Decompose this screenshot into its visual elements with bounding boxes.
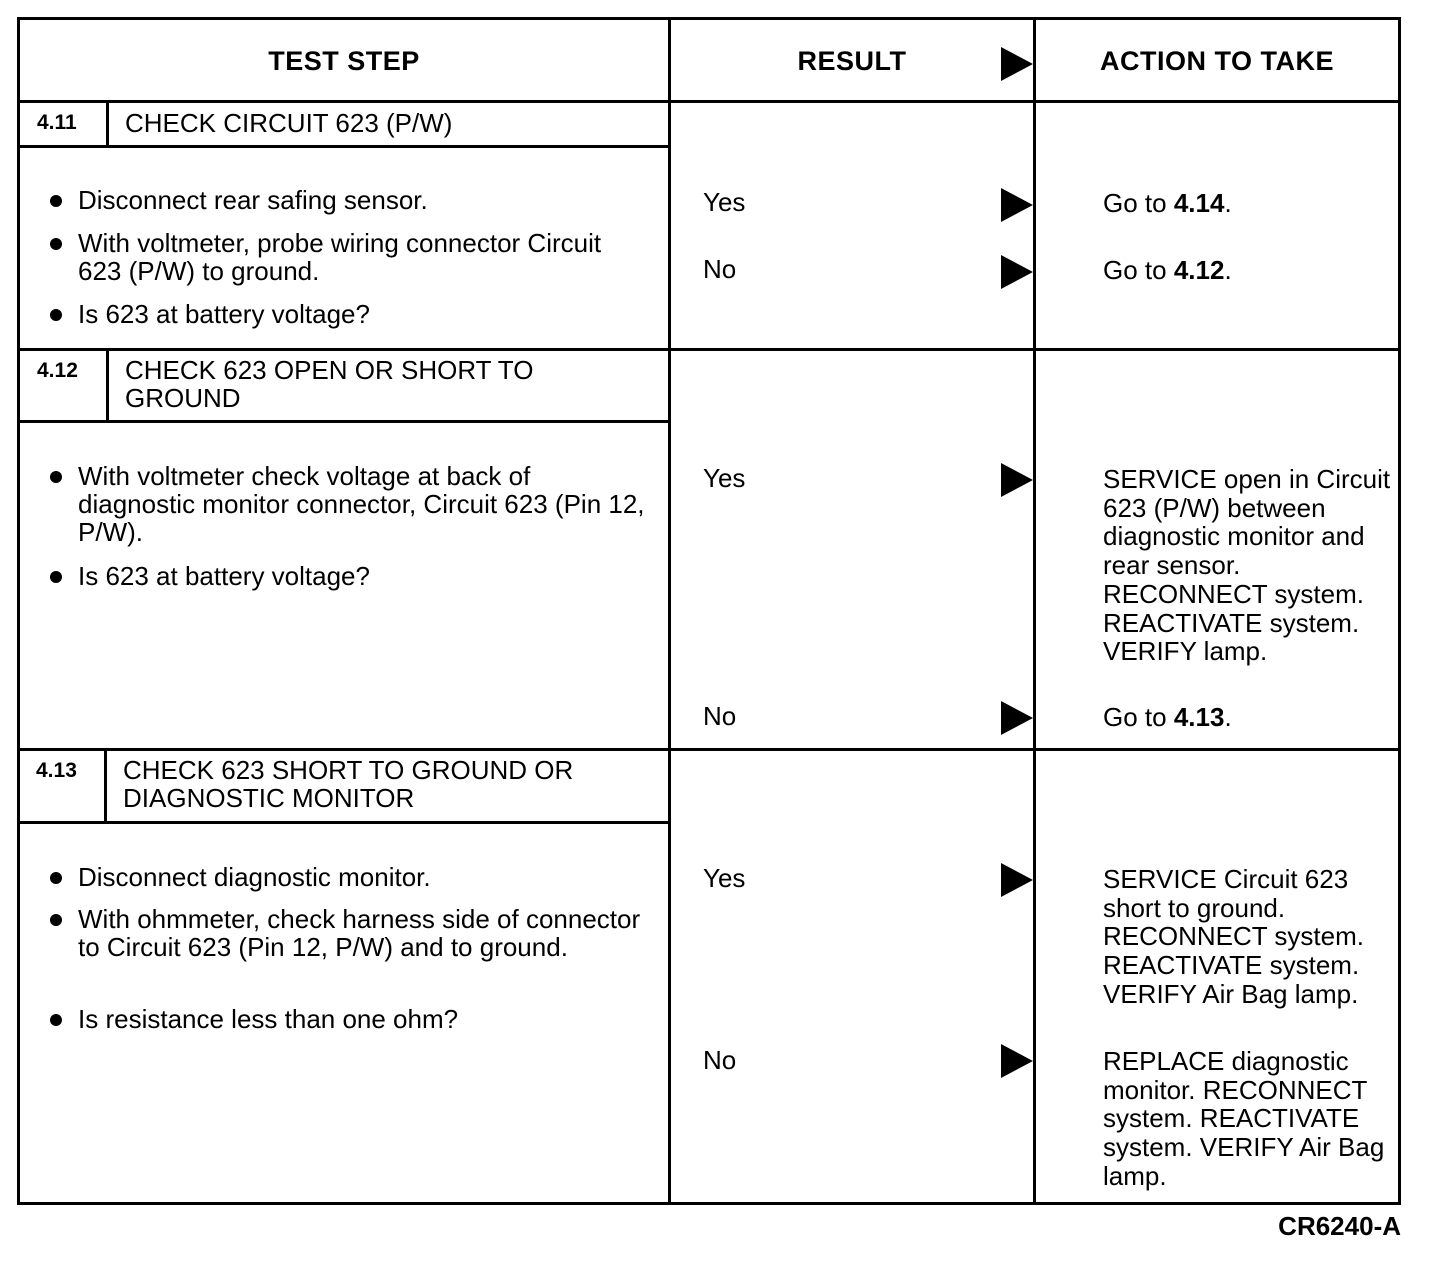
action-text: Go to 4.12. xyxy=(1103,255,1232,285)
column-divider-action xyxy=(1033,20,1036,1202)
title-box-line xyxy=(20,821,668,824)
header-test-step: TEST STEP xyxy=(268,46,420,76)
result-yes: Yes xyxy=(703,463,746,493)
result-yes: Yes xyxy=(703,187,746,217)
step-divider xyxy=(20,748,1398,751)
title-box-line xyxy=(106,351,109,420)
action-text: SERVICE Circuit 623 short to ground. RECONNECT system. REACTIVATE system. VERIFY Air Bag lamp. xyxy=(1103,864,1364,1009)
bullet-icon xyxy=(50,571,62,583)
header-action: ACTION TO TAKE xyxy=(1100,46,1334,76)
bullet-icon xyxy=(50,1014,62,1026)
step-instruction: Disconnect diagnostic monitor. xyxy=(50,863,650,891)
bullet-icon xyxy=(50,309,62,321)
step-title: CHECK 623 SHORT TO GROUND OR DIAGNOSTIC MONITOR xyxy=(123,755,574,813)
arrow-right-icon xyxy=(1001,188,1033,222)
step-instruction: Disconnect rear safing sensor. xyxy=(50,186,650,214)
action-text: SERVICE open in Circuit 623 (P/W) between diagnostic monitor and rear sensor. RECONNECT system. REACTIVATE system. VERIFY lamp. xyxy=(1103,464,1391,667)
step-instruction: With voltmeter, probe wiring connector Circuit 623 (P/W) to ground. xyxy=(50,229,650,285)
step-instruction: Is 623 at battery voltage? xyxy=(50,300,650,328)
arrow-right-icon xyxy=(1001,463,1033,497)
step-instruction: Is resistance less than one ohm? xyxy=(50,1005,650,1033)
title-box-line xyxy=(104,751,107,821)
arrow-right-icon xyxy=(1001,863,1033,897)
arrow-right-icon xyxy=(1001,1044,1033,1078)
step-number: 4.12 xyxy=(37,359,78,382)
action-text: Go to 4.13. xyxy=(1103,702,1232,732)
step-number: 4.13 xyxy=(36,759,77,782)
action-text: REPLACE diagnostic monitor. RECONNECT system. REACTIVATE system. VERIFY Air Bag lamp. xyxy=(1103,1046,1385,1191)
bullet-icon xyxy=(50,238,62,250)
diagnostic-test-table xyxy=(17,17,1401,1205)
bullet-icon xyxy=(50,914,62,926)
bullet-icon xyxy=(50,195,62,207)
title-box-line xyxy=(20,420,668,423)
result-no: No xyxy=(703,1045,737,1075)
arrow-right-icon xyxy=(1001,47,1033,81)
step-title: CHECK CIRCUIT 623 (P/W) xyxy=(125,108,453,138)
step-number: 4.11 xyxy=(37,111,77,134)
figure-code: CR6240-A xyxy=(1278,1211,1401,1241)
title-box-line xyxy=(106,103,109,145)
result-yes: Yes xyxy=(703,863,746,893)
step-divider xyxy=(20,348,1398,351)
column-divider-result xyxy=(668,20,671,1202)
result-no: No xyxy=(703,254,737,284)
title-box-line xyxy=(20,145,668,148)
result-no: No xyxy=(703,701,737,731)
bullet-icon xyxy=(50,471,62,483)
arrow-right-icon xyxy=(1001,255,1033,289)
action-text: Go to 4.14. xyxy=(1103,188,1232,218)
step-instruction: Is 623 at battery voltage? xyxy=(50,562,650,590)
step-title: CHECK 623 OPEN OR SHORT TO GROUND xyxy=(125,355,534,413)
step-instruction: With ohmmeter, check harness side of connector to Circuit 623 (Pin 12, P/W) and to ground. xyxy=(50,905,650,961)
header-result: RESULT xyxy=(797,46,907,76)
arrow-right-icon xyxy=(1001,701,1033,735)
bullet-icon xyxy=(50,872,62,884)
step-instruction: With voltmeter check voltage at back of diagnostic monitor connector, Circuit 623 (Pin 12, P/W). xyxy=(50,462,650,546)
